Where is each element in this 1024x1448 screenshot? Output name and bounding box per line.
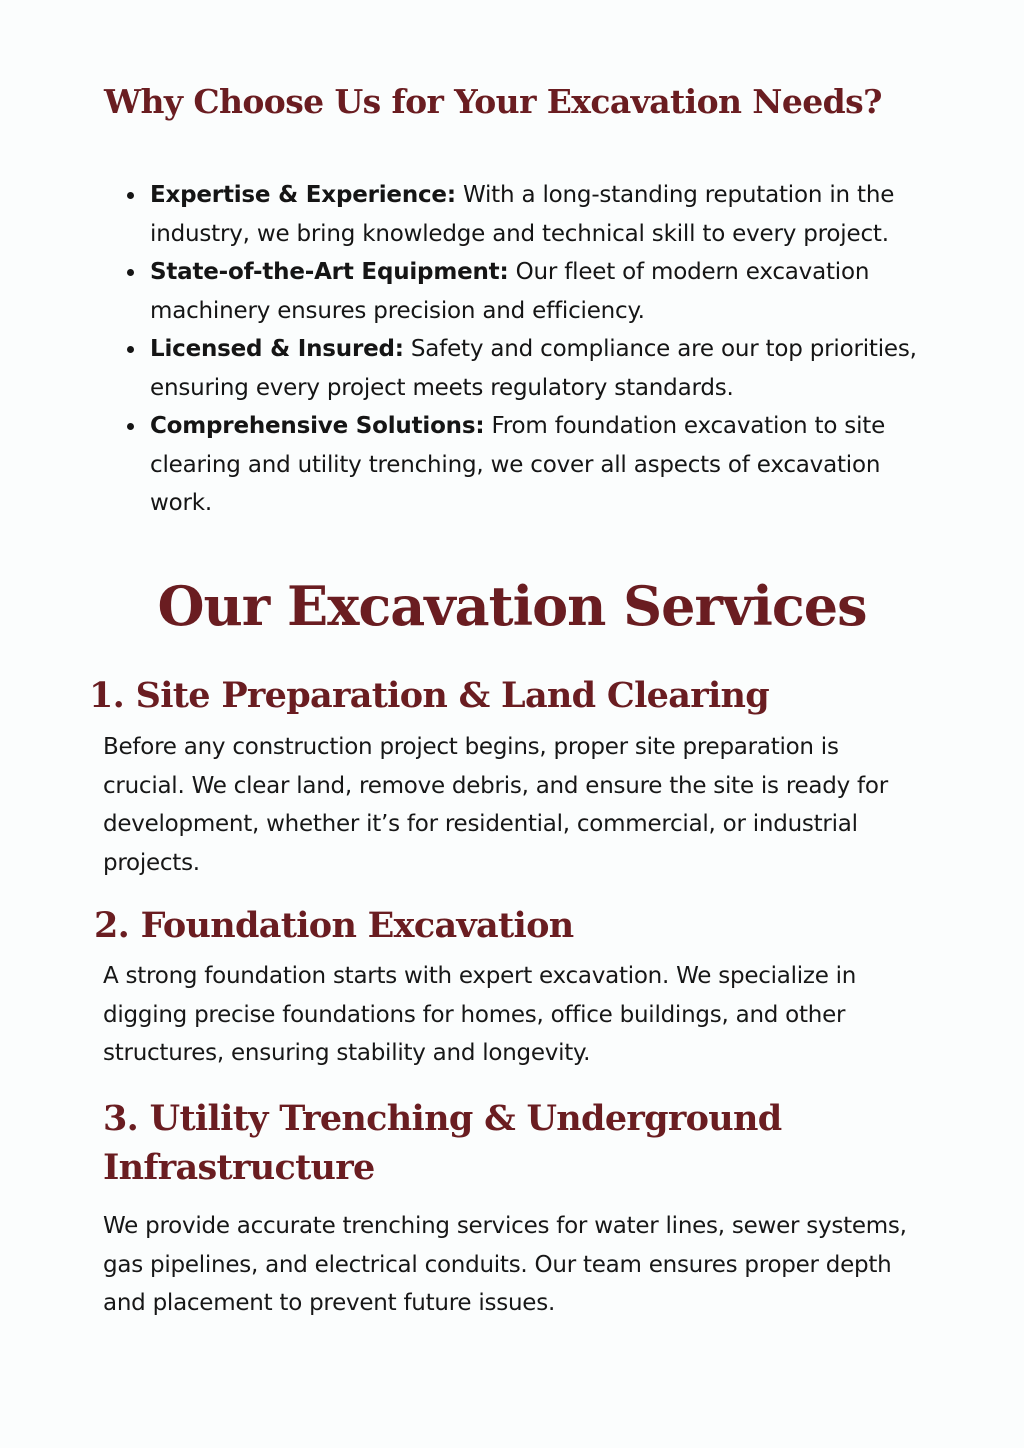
why-choose-us-heading: Why Choose Us for Your Excavation Needs? — [104, 82, 882, 121]
service-utility-trenching-text: We provide accurate trenching services for water lines, sewer systems, gas pipelines, and electrical conduits. Our team ensures proper depth and placement to prevent future issues. — [103, 1213, 907, 1317]
bullet-icon — [127, 269, 134, 276]
reason-label: Licensed & Insured: — [150, 336, 404, 362]
bullet-icon — [127, 423, 134, 430]
bullet-icon — [127, 192, 134, 199]
service-utility-trenching-heading: 3. Utility Trenching & Underground Infrastructure — [103, 1098, 782, 1188]
service-site-preparation-text: Before any construction project begins, proper site preparation is crucial. We clear land, remove debris, and ensure the site is ready for development, whether it’s for residential, commercial, or industrial projects. — [103, 734, 888, 877]
reason-text: Safety and compliance are our top priorities, ensuring every project meets regulatory standards. — [150, 336, 917, 401]
reason-list-item — [150, 176, 930, 253]
reason-list-item — [150, 330, 930, 407]
service-site-preparation-heading: 1. Site Preparation & Land Clearing — [89, 675, 770, 716]
bullet-icon — [127, 346, 134, 353]
reason-label: Expertise & Experience: — [150, 182, 456, 208]
service-foundation-heading: 2. Foundation Excavation — [94, 905, 574, 946]
service-foundation-text: A strong foundation starts with expert excavation. We specialize in digging precise foundations for homes, office buildings, and other structures, ensuring stability and longevity. — [103, 963, 857, 1067]
reason-text: With a long-standing reputation in the industry, we bring knowledge and technical skill to every project. — [150, 182, 895, 247]
reason-text: From foundation excavation to site clearing and utility trenching, we cover all aspects of excavation work. — [150, 413, 886, 516]
reason-list-item — [150, 407, 930, 523]
reason-list-item — [150, 253, 930, 330]
reason-text: Our fleet of modern excavation machinery ensures precision and efficiency. — [150, 259, 870, 324]
reason-label: State-of-the-Art Equipment: — [150, 259, 509, 285]
reason-label: Comprehensive Solutions: — [150, 413, 485, 439]
services-heading: Our Excavation Services — [157, 574, 867, 638]
reasons-list — [150, 176, 930, 523]
